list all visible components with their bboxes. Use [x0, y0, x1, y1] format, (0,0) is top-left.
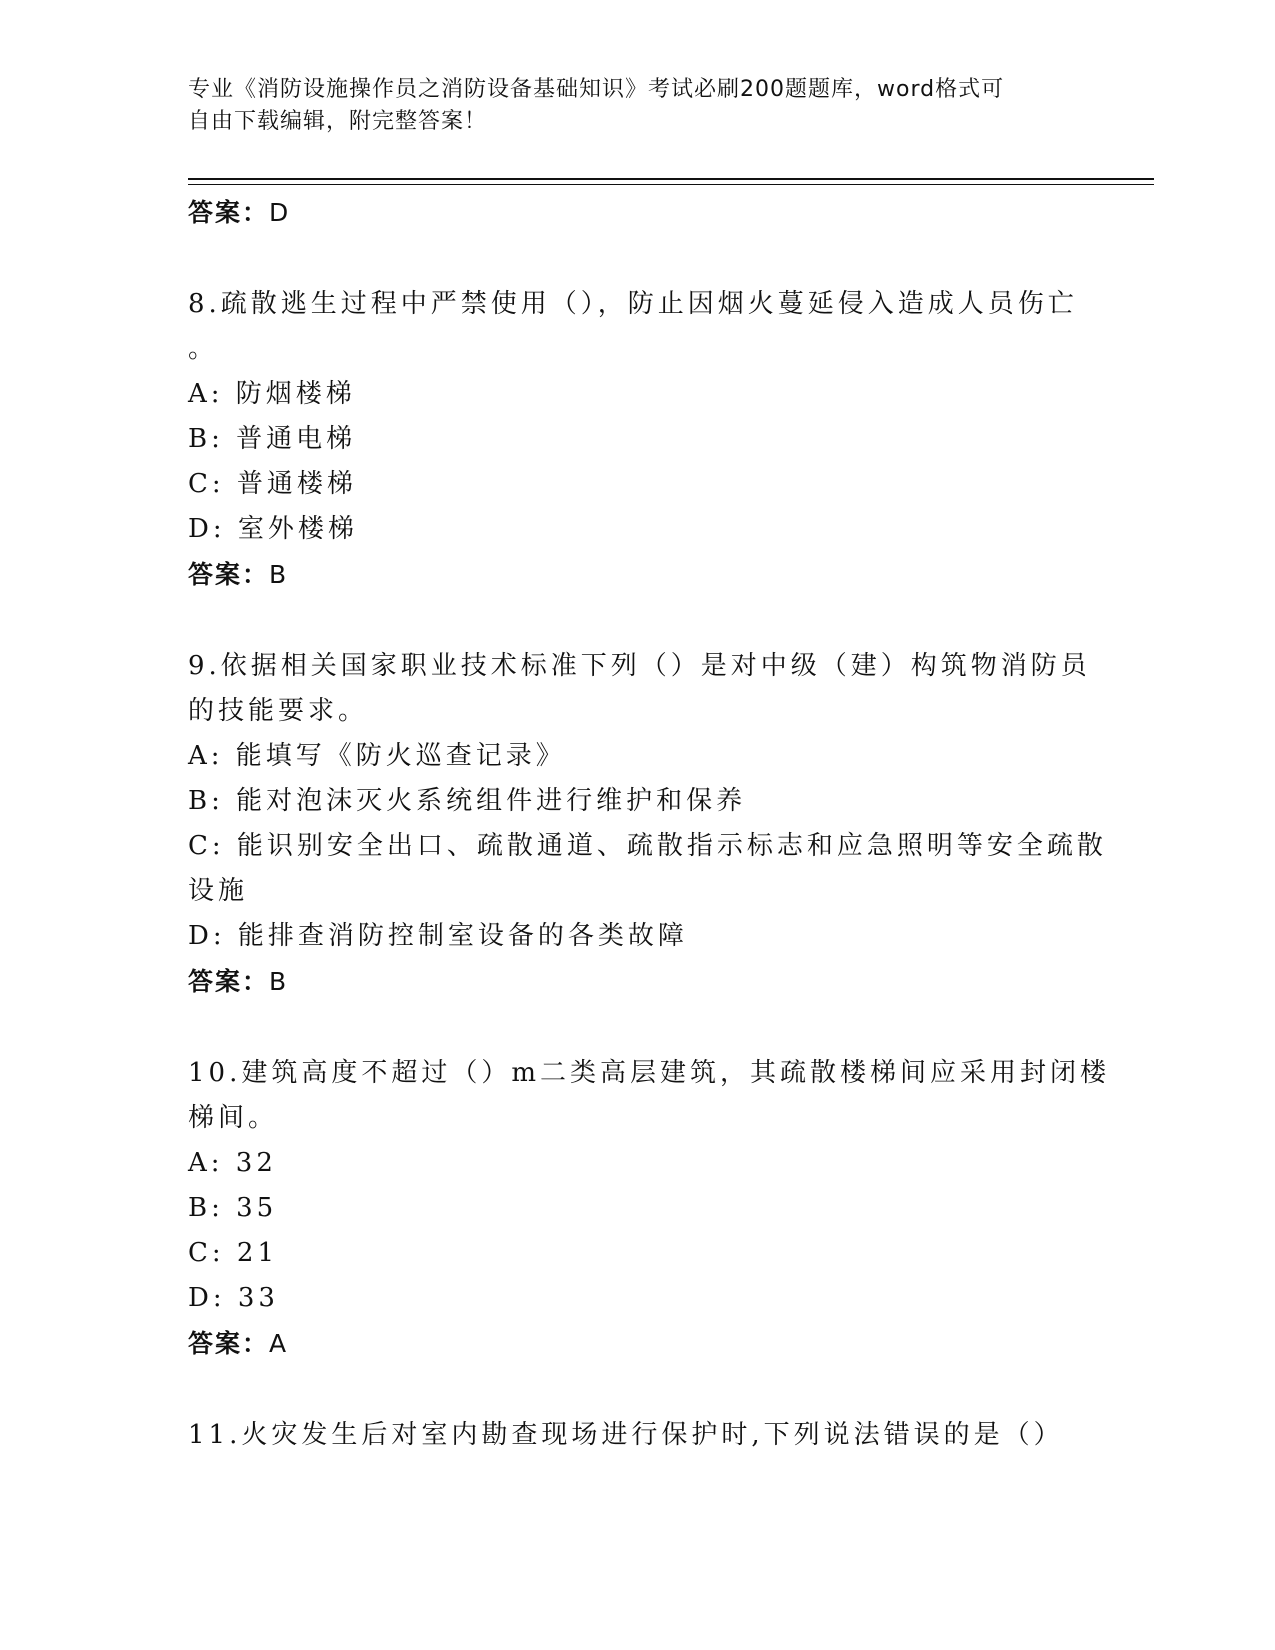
question-block — [188, 1051, 1111, 1366]
answer-label: 答案： — [188, 1329, 270, 1358]
option-d: D: 33 — [188, 1283, 279, 1313]
option-d: D: 能排查消防控制室设备的各类故障 — [188, 921, 688, 951]
option-a: A: 能填写《防火巡查记录》 — [188, 741, 566, 771]
option-c: C: 能识别安全出口、疏散通道、疏散指示标志和应急照明等安全疏散 — [188, 831, 1107, 861]
question-text: 。 — [188, 334, 219, 364]
answer-line — [188, 552, 1088, 597]
answer-value: B — [269, 560, 289, 589]
question-text: 8.疏散逃生过程中严禁使用（），防止因烟火蔓延侵入造成人员伤亡 — [188, 289, 1078, 319]
question-text: 的技能要求。 — [188, 696, 369, 726]
question-block — [188, 1413, 1088, 1458]
header-rule-thick — [188, 178, 1154, 180]
option-c: C: 21 — [188, 1238, 279, 1268]
question-block — [188, 282, 1088, 597]
header-line-2: 自由下载编辑，附完整答案！ — [188, 109, 488, 134]
answer-value: D — [269, 198, 291, 227]
option-a: A: 防烟楼梯 — [188, 379, 356, 409]
answer-label: 答案： — [188, 560, 270, 589]
option-b: B: 能对泡沫灭火系统组件进行维护和保养 — [188, 786, 747, 816]
header-rule-thin — [188, 184, 1154, 185]
option-a: A: 32 — [188, 1148, 277, 1178]
question-text: 11.火灾发生后对室内勘查现场进行保护时,下列说法错误的是（） — [188, 1420, 1064, 1450]
answer-label: 答案： — [188, 198, 270, 227]
option-b: B: 35 — [188, 1193, 278, 1223]
question-block — [188, 644, 1107, 1004]
answer-line — [188, 190, 1088, 235]
option-d: D: 室外楼梯 — [188, 514, 358, 544]
option-c: C: 普通楼梯 — [188, 469, 357, 499]
answer-value: B — [269, 967, 289, 996]
answer-line — [188, 959, 1088, 1004]
document-header — [188, 74, 1068, 138]
question-text: 梯间。 — [188, 1103, 279, 1133]
question-text: 10.建筑高度不超过（）m二类高层建筑，其疏散楼梯间应采用封闭楼 — [188, 1058, 1111, 1088]
question-text: 9.依据相关国家职业技术标准下列（）是对中级（建）构筑物消防员 — [188, 651, 1091, 681]
option-b: B: 普通电梯 — [188, 424, 357, 454]
header-line-1: 专业《消防设施操作员之消防设备基础知识》考试必刷200题题库，word格式可 — [188, 77, 1005, 102]
answer-line — [188, 1321, 1088, 1366]
answer-value: A — [269, 1329, 289, 1358]
question-list — [188, 190, 1111, 1458]
option-c-continued: 设施 — [188, 876, 249, 906]
answer-label: 答案： — [188, 967, 270, 996]
